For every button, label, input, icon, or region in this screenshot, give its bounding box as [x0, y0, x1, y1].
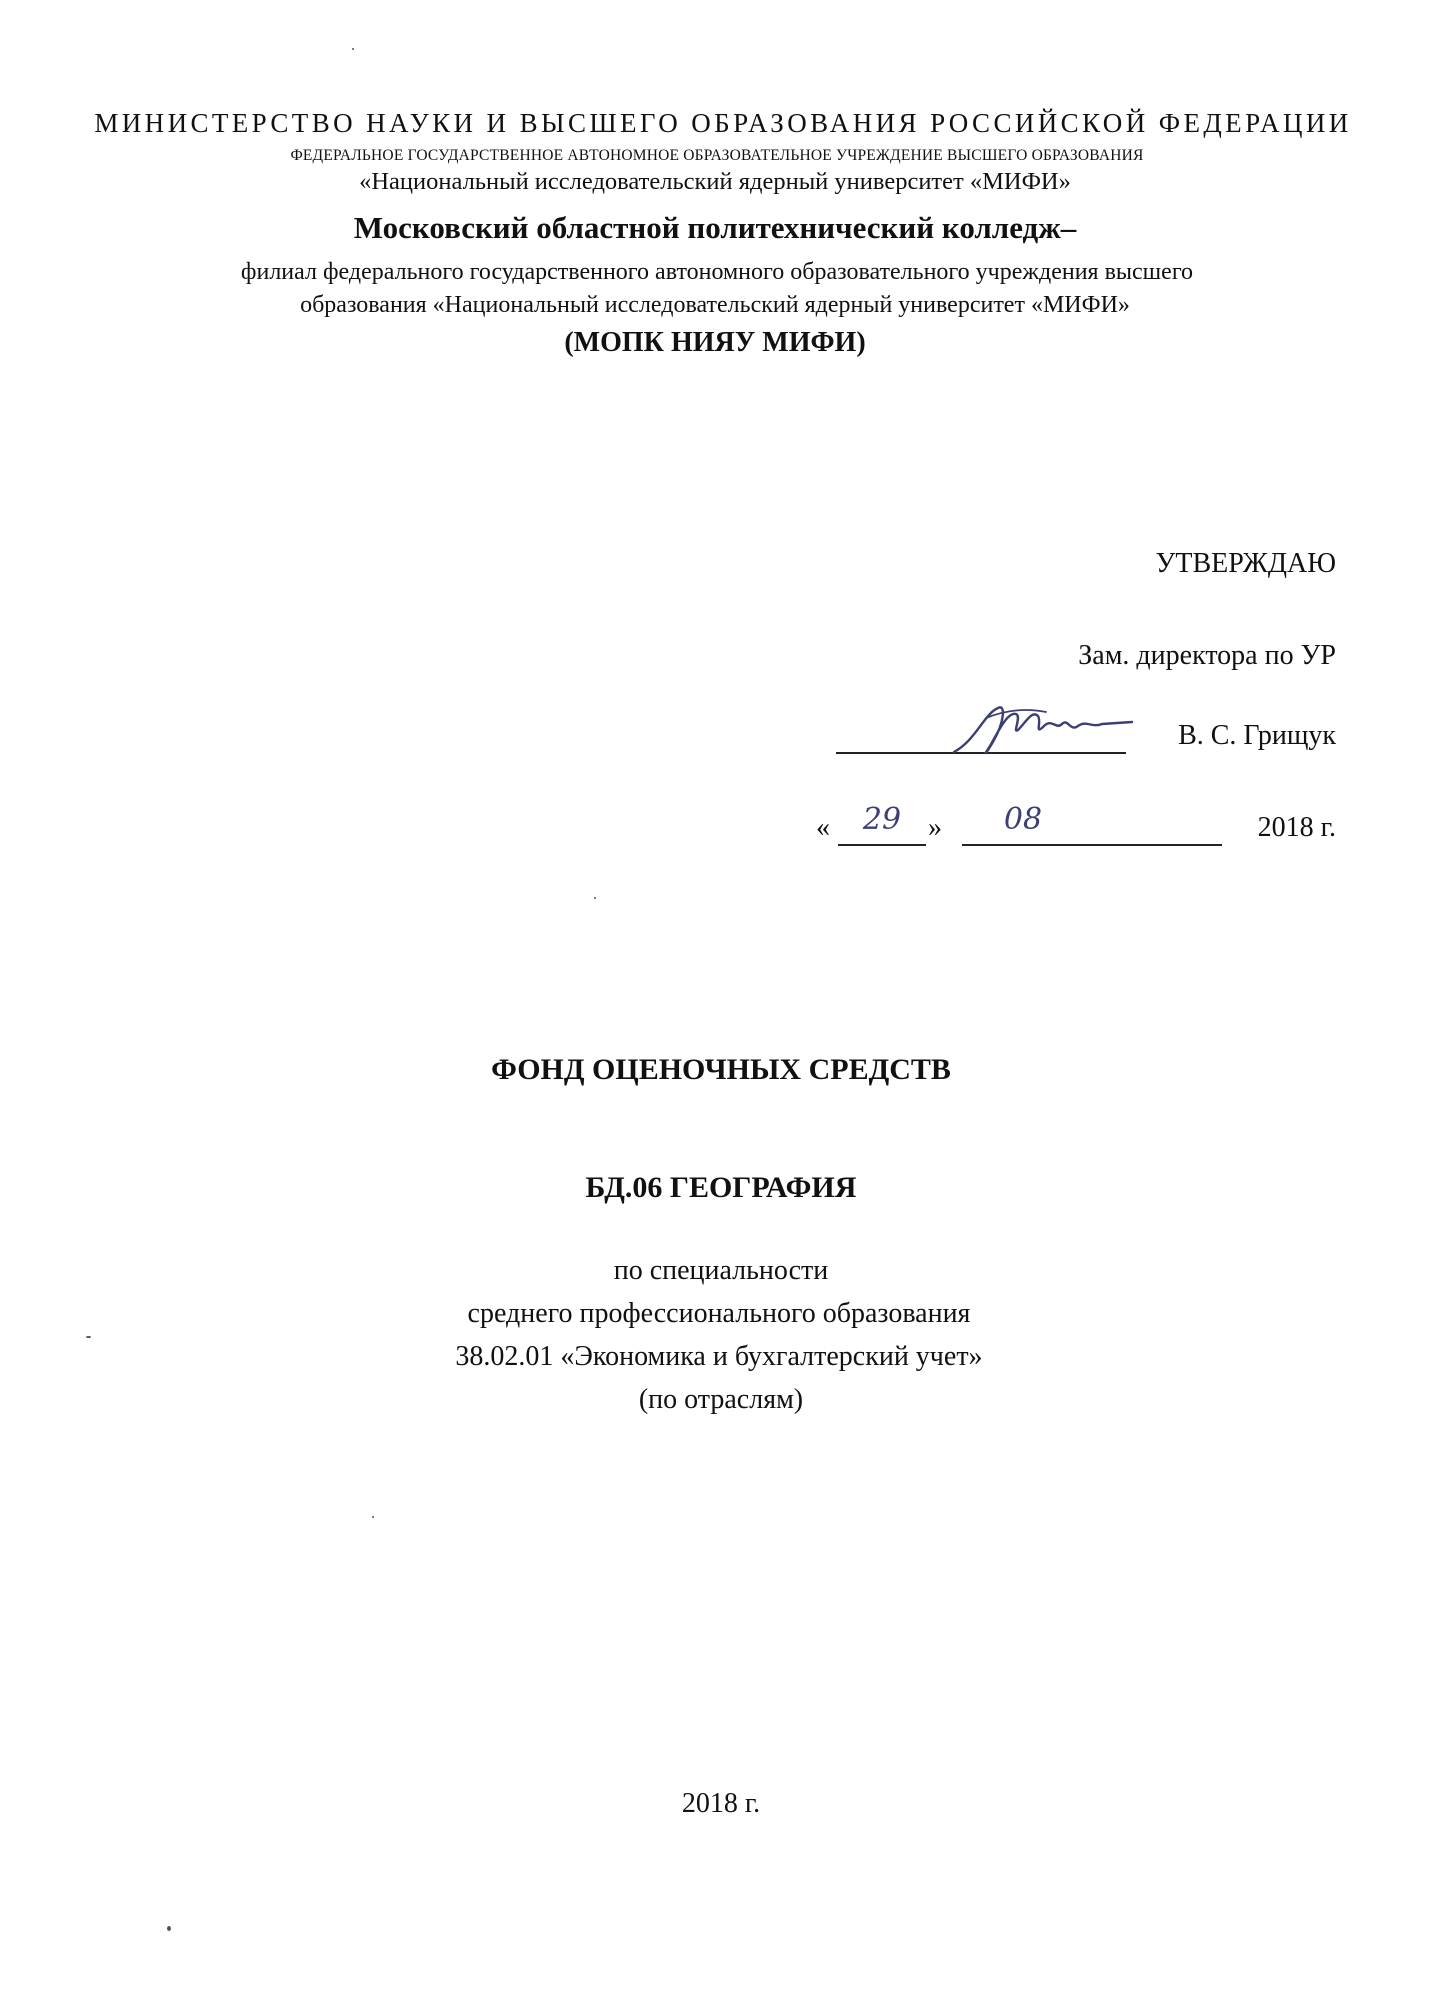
college-name: Московский областной политехнический колледж– — [353, 210, 1077, 245]
date-day: 29 — [862, 802, 902, 837]
signature-icon — [946, 700, 1136, 762]
scan-speck — [594, 897, 596, 899]
approver-position: Зам. директора по УР — [1078, 640, 1336, 671]
specialty-line3: 38.02.01 «Экономика и бухгалтерский учет» — [455, 1341, 983, 1372]
day-line — [838, 844, 926, 846]
scan-speck — [167, 1926, 171, 1931]
subject-title: БД.06 ГЕОГРАФИЯ — [585, 1171, 857, 1204]
branch-description-line2: образования «Национальный исследовательский ядерный университет «МИФИ» — [300, 292, 1130, 318]
specialty-line2: среднего профессионального образования — [467, 1298, 971, 1329]
footer-year: 2018 г. — [681, 1788, 761, 1819]
date-month: 08 — [1003, 802, 1043, 837]
date-year: 2018 г. — [1257, 812, 1336, 843]
scan-speck — [352, 48, 354, 50]
ministry-heading: МИНИСТЕРСТВО НАУКИ И ВЫСШЕГО ОБРАЗОВАНИЯ РОССИЙСКОЙ ФЕДЕРАЦИИ — [94, 108, 1352, 138]
specialty-line4: (по отраслям) — [638, 1384, 804, 1415]
scan-speck — [86, 1336, 91, 1338]
branch-description-line1: филиал федерального государственного автономного образовательного учреждения высшего — [240, 259, 1194, 285]
approval-heading: УТВЕРЖДАЮ — [1155, 548, 1336, 579]
scan-speck — [372, 1516, 374, 1518]
signer-name: В. С. Грищук — [1178, 720, 1336, 751]
date-quote-close: » — [928, 812, 942, 843]
college-abbreviation: (МОПК НИЯУ МИФИ) — [564, 327, 866, 358]
approval-date — [816, 802, 1336, 850]
signature-row — [836, 716, 1336, 760]
document-title: ФОНД ОЦЕНОЧНЫХ СРЕДСТВ — [491, 1053, 951, 1086]
institution-type: ФЕДЕРАЛЬНОЕ ГОСУДАРСТВЕННОЕ АВТОНОМНОЕ ОБРАЗОВАТЕЛЬНОЕ УЧРЕЖДЕНИЕ ВЫСШЕГО ОБРАЗОВАНИЯ — [290, 147, 1144, 164]
date-quote-open: « — [816, 812, 830, 843]
specialty-line1: по специальности — [613, 1255, 829, 1286]
university-name: «Национальный исследовательский ядерный университет «МИФИ» — [359, 168, 1071, 195]
month-line — [962, 844, 1222, 846]
